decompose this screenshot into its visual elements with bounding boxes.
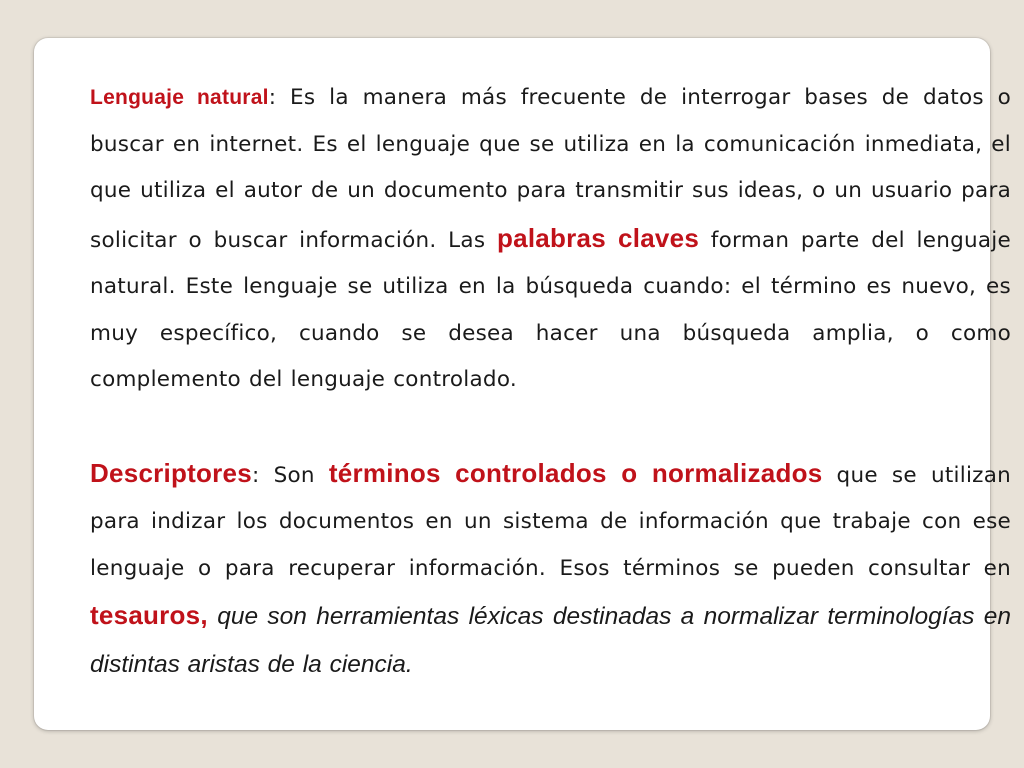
paragraph-descriptores	[90, 450, 1011, 690]
term-palabras-claves: palabras claves	[496, 222, 700, 253]
term-descriptores: Descriptores	[90, 457, 252, 488]
paragraph2-italic-text: que son herramientas léxicas destinadas a normalizar terminologías en distintas aristas de la ciencia.	[90, 603, 1011, 678]
term-tesauros: tesauros,	[90, 600, 208, 630]
paragraph1-text-a: : Es la manera más frecuente de interrogar bases de datos o buscar en internet. Es el lenguaje que se utiliza en la comunicación inmediata, el que utiliza el autor de un documento para transmitir sus ideas, o un usuario para solicitar o buscar información. Las	[90, 85, 1011, 253]
paragraph-lenguaje-natural	[90, 75, 1011, 404]
paragraph2-text-b: que se utilizan para indizar los documentos en un sistema de información que trabaje con ese lenguaje o para recuperar información. Esos términos se pueden consultar en	[90, 462, 1012, 581]
paragraph2-text-a: : Son	[251, 462, 329, 488]
text-body	[90, 75, 1011, 689]
term-lenguaje-natural: Lenguaje natural	[90, 86, 269, 109]
paragraph1-text-b: forman parte del lenguaje natural. Este lenguaje se utiliza en la búsqueda cuando: el término es nuevo, es muy específico, cuando se desea hacer una búsqueda amplia, o como complemento del lenguaje controlado.	[90, 227, 1011, 392]
content-card	[34, 38, 1012, 730]
term-controlados: términos controlados o normalizados	[328, 457, 823, 488]
